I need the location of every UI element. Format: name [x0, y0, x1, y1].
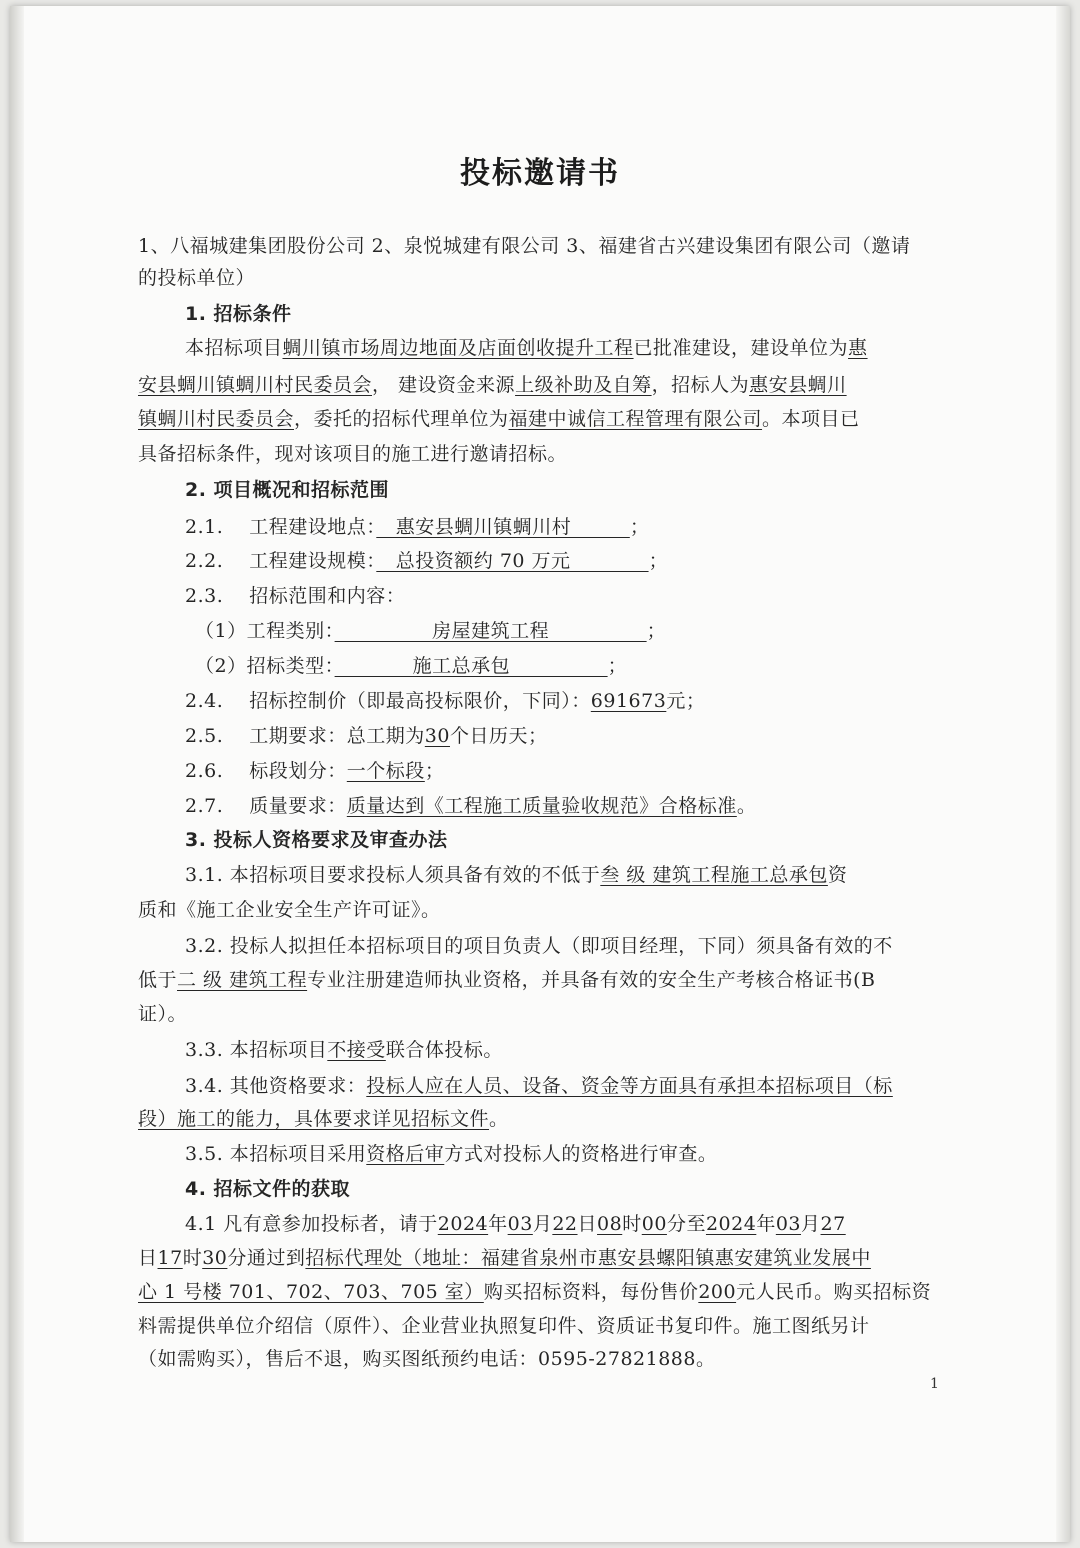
item-2-6: [185, 759, 444, 783]
text: 资: [827, 864, 848, 886]
text: 个日历天；: [449, 725, 548, 747]
value: 17: [157, 1247, 183, 1269]
text: 。: [489, 1108, 509, 1130]
text: 。: [736, 795, 757, 817]
item-3-2-line-1: 3.2. 投标人拟担任本招标项目的项目负责人（即项目经理，下同）须具备有效的不: [185, 935, 893, 957]
value: 27: [820, 1213, 846, 1235]
page-number: 1: [930, 1376, 939, 1392]
item-3-2-line-2: [138, 968, 876, 992]
value: 2024: [437, 1213, 489, 1235]
label: （1）工程类别：: [195, 620, 335, 642]
value: 叁 级 建筑工程施工总承包: [600, 864, 828, 886]
s1-para-line-3: [138, 407, 860, 431]
invitees-line-2: 的投标单位）: [138, 267, 256, 289]
text: 购买招标资料，每份售价: [483, 1281, 699, 1303]
value: 资格后审: [366, 1143, 445, 1165]
document-title: 投标邀请书: [460, 156, 620, 191]
value: 不接受: [327, 1039, 386, 1061]
invitees-line-1: 1、八福城建集团股份公司 2、泉悦城建有限公司 3、福建省古兴建设集团有限公司（邀请: [138, 235, 911, 257]
text: ，委托的招标代理单位为: [294, 408, 509, 430]
text: 元；: [666, 690, 706, 712]
item-4-1-line-5: （如需购买），售后不退，购买图纸预约电话：0595-27821888。: [138, 1348, 716, 1370]
s1-para-line-4: 具备招标条件，现对该项目的施工进行邀请招标。: [138, 443, 568, 465]
text: 年: [756, 1213, 776, 1235]
address: 心 1 号楼 701、702、703、705 室）: [138, 1281, 484, 1303]
text: ，招标人为: [651, 374, 750, 396]
section-2-heading: 2. 项目概况和招标范围: [185, 479, 390, 501]
text: ；: [629, 516, 650, 538]
page-edge-right: [1056, 6, 1070, 1542]
s1-para-line-1: [185, 336, 868, 360]
text: 分至: [666, 1213, 706, 1235]
value: 二 级 建筑工程: [177, 969, 308, 991]
label: 2.1. 工程建设地点：: [185, 516, 377, 538]
tenderer-cont: 镇蜩川村民委员会: [138, 408, 295, 430]
item-3-5: [185, 1142, 717, 1166]
item-3-4-line-1: [185, 1074, 893, 1098]
text: 分通过到: [227, 1247, 306, 1269]
value: 投标人应在人员、设备、资金等方面具有承担本招标项目（标: [366, 1075, 893, 1097]
value: 惠安县蜩川镇蜩川村: [376, 516, 630, 538]
value: 03: [775, 1213, 802, 1235]
item-2-5: [185, 724, 548, 748]
item-3-1-line-2: 质和《施工企业安全生产许可证》。: [138, 899, 441, 921]
text: ；: [648, 550, 669, 572]
text: 联合体投标。: [385, 1039, 503, 1061]
text: 时: [182, 1247, 203, 1269]
text: 3.3. 本招标项目: [185, 1039, 328, 1061]
item-2-2: [185, 549, 668, 573]
item-4-1-line-1: [185, 1212, 846, 1236]
value: 段）施工的能力，具体要求详见招标文件: [138, 1108, 490, 1130]
value: 施工总承包: [334, 655, 608, 677]
item-3-4-line-2: [138, 1107, 509, 1131]
price: 200: [698, 1281, 737, 1303]
value: 00: [641, 1213, 667, 1235]
value: 房屋建筑工程: [334, 620, 647, 642]
text: 月: [532, 1213, 553, 1235]
item-2-7: [185, 794, 756, 818]
value: 30: [424, 725, 450, 747]
item-3-2-line-3: 证）。: [138, 1003, 188, 1025]
text: ；: [424, 760, 445, 782]
label: 2.7. 质量要求：: [185, 795, 347, 817]
text: ；: [607, 655, 628, 677]
s1-para-line-2: [138, 373, 847, 397]
text: 日: [577, 1213, 598, 1235]
text: ， 建设资金来源: [372, 374, 516, 396]
item-2-3-1: [195, 619, 666, 643]
text: 3.5. 本招标项目采用: [185, 1143, 367, 1165]
label: 2.6. 标段划分：: [185, 760, 347, 782]
text: ；: [646, 620, 667, 642]
text: 3.4. 其他资格要求：: [185, 1075, 367, 1097]
text: 方式对投标人的资格进行审查。: [444, 1143, 718, 1165]
section-1-heading: 1. 招标条件: [185, 303, 292, 325]
text: 已批准建设，建设单位为: [633, 337, 849, 359]
text: 月: [801, 1213, 821, 1235]
label: 2.2. 工程建设规模：: [185, 550, 377, 572]
text: 3.1. 本招标项目要求投标人须具备有效的不低于: [185, 864, 601, 886]
label: 2.4. 招标控制价（即最高投标限价，下同）：: [185, 690, 591, 712]
text: 惠: [848, 337, 868, 359]
text: 时: [622, 1213, 642, 1235]
text: 低于: [138, 969, 178, 991]
text: 本招标项目: [185, 337, 283, 359]
item-3-1-line-1: [185, 863, 847, 887]
value: 22: [552, 1213, 578, 1235]
value: 一个标段: [346, 760, 425, 782]
section-3-heading: 3. 投标人资格要求及审查办法: [185, 829, 448, 851]
item-2-3-2: [195, 654, 627, 678]
section-4-heading: 4. 招标文件的获取: [185, 1178, 351, 1200]
value: 691673: [590, 690, 667, 712]
address: 招标代理处（地址：福建省泉州市惠安县螺阳镇惠安建筑业发展中: [305, 1247, 871, 1269]
text: 4.1 凡有意参加投标者，请于: [185, 1213, 438, 1235]
construction-unit: 安县蜩川镇蜩川村民委员会: [138, 374, 373, 396]
text: 元人民币。购买招标资: [736, 1281, 932, 1303]
tenderer: 惠安县蜩川: [749, 374, 847, 396]
fund-source: 上级补助及自筹: [515, 374, 652, 396]
item-4-1-line-3: [138, 1280, 931, 1304]
document-page: [10, 6, 1070, 1542]
text: 年: [488, 1213, 508, 1235]
agency: 福建中诚信工程管理有限公司: [508, 408, 763, 430]
value: 2024: [705, 1213, 757, 1235]
project-name: 蜩川镇市场周边地面及店面创收提升工程: [282, 337, 634, 359]
text: 。本项目已: [762, 408, 860, 430]
label: 2.5. 工期要求：总工期为: [185, 725, 425, 747]
label: （2）招标类型：: [195, 655, 335, 677]
item-4-1-line-4: 料需提供单位介绍信（原件）、企业营业执照复印件、资质证书复印件。施工图纸另计: [138, 1315, 870, 1337]
text: 日: [138, 1247, 158, 1269]
item-3-3: [185, 1038, 503, 1062]
text: 专业注册建造师执业资格，并具备有效的安全生产考核合格证书(B: [307, 969, 876, 991]
item-4-1-line-2: [138, 1246, 871, 1270]
item-2-3: 2.3. 招标范围和内容：: [185, 585, 406, 607]
value: 03: [507, 1213, 533, 1235]
value: 30: [202, 1247, 228, 1269]
value: 08: [597, 1213, 623, 1235]
value: 总投资额约 70 万元: [376, 550, 649, 572]
page-edge-left: [10, 6, 24, 1542]
value: 质量达到《工程施工质量验收规范》合格标准: [346, 795, 737, 817]
item-2-1: [185, 515, 649, 539]
item-2-4: [185, 689, 705, 713]
